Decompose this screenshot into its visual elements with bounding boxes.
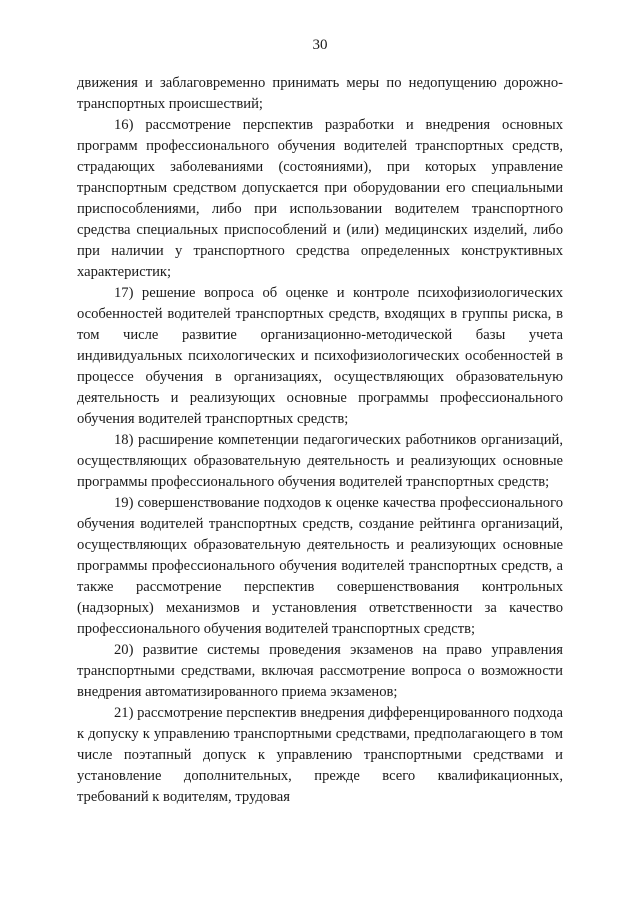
document-body — [77, 73, 563, 808]
paragraph-item-21: 21) рассмотрение перспектив внедрения дифференцированного подхода к допуску к управлению транспортными средствами, предполагающего в том числе поэтапный допуск к управлению транспортными средствами и установление дополнительных, прежде всего квалификационных, требований к водителям, трудовая — [77, 705, 564, 805]
paragraph-item-19: 19) совершенствование подходов к оценке качества профессионального обучения водителей транспортных средств, создание рейтинга организаций, осуществляющих образовательную деятельность и реализующих основные программы профессионального обучения водителей транспортных средств, а также рассмотрение перспектив совершенствования контрольных (надзорных) механизмов и установления ответственности за качество профессионального обучения водителей транспортных средств; — [77, 495, 563, 637]
paragraph-item-16: 16) рассмотрение перспектив разработки и внедрения основных программ профессионального обучения водителей транспортных средств, страдающих заболеваниями (состояниями), при которых управление транспортным средством допускается при оборудовании его специальными приспособлениями, либо при использовании водителем транспортного средства специальных приспособлений и (или) медицинских изделий, либо при наличии у транспортного средства определенных конструктивных характеристик; — [77, 117, 563, 280]
paragraph-continued: движения и заблаговременно принимать меры по недопущению дорожно-транспортных происшествий; — [77, 75, 563, 112]
page-number: 30 — [312, 37, 328, 53]
paragraph-item-20: 20) развитие системы проведения экзаменов на право управления транспортными средствами, включая рассмотрение вопроса о возможности внедрения автоматизированного приема экзаменов; — [77, 642, 563, 700]
paragraph-item-18: 18) расширение компетенции педагогических работников организаций, осуществляющих образовательную деятельность и реализующих основные программы профессионального обучения водителей транспортных средств; — [77, 432, 563, 490]
paragraph-item-17: 17) решение вопроса об оценке и контроле психофизиологических особенностей водителей транспортных средств, входящих в группы риска, в том числе развитие организационно-методической базы учета индивидуальных психологических и психофизиологических особенностей в процессе обучения в организациях, осуществляющих образовательную деятельность и реализующих основные программы профессионального обучения водителей транспортных средств; — [77, 285, 563, 427]
